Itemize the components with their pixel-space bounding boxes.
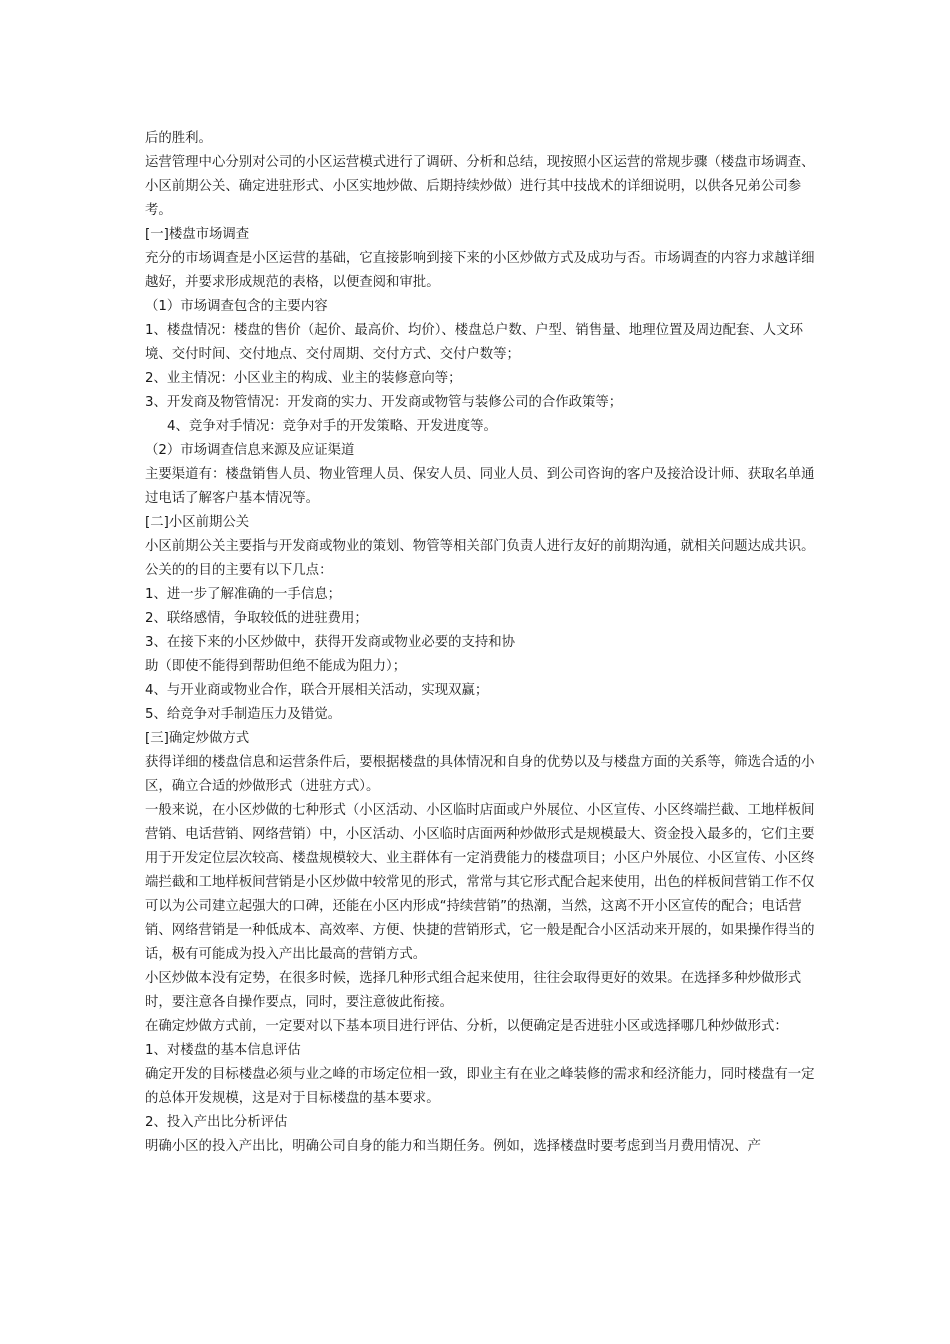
list-item-competitor-info: 4、竞争对手情况：竞争对手的开发策略、开发进度等。 xyxy=(167,419,497,434)
paragraph-promotion-method: 获得详细的楼盘信息和运营条件后，要根据楼盘的具体情况和自身的优势以及与楼盘方面的关系等，筛选合适的小区，确立合适的炒做形式（进驻方式）。 xyxy=(145,755,815,794)
paragraph-combination: 小区炒做本没有定势，在很多时候，选择几种形式组合起来使用，往往会取得更好的效果。在选择多种炒做形式时，要注意各自操作要点，同时，要注意彼此衔接。 xyxy=(145,971,802,1010)
document-body xyxy=(145,127,815,1159)
subheading-survey-sources: （2）市场调查信息来源及应证渠道 xyxy=(145,443,355,458)
paragraph-survey-sources: 主要渠道有：楼盘销售人员、物业管理人员、保安人员、同业人员、到公司咨询的客户及接洽设计师、获取名单通过电话了解客户基本情况等。 xyxy=(145,467,815,506)
paragraph-seven-forms: 一般来说，在小区炒做的七种形式（小区活动、小区临时店面或户外展位、小区宣传、小区终端拦截、工地样板间营销、电话营销、网络营销）中，小区活动、小区临时店面两种炒做形式是规模最大、资金投入最多的，它们主要用于开发定位层次较高、楼盘规模较大、业主群体有一定消费能力的楼盘项目；小区户外展位、小区宣传、小区终端拦截和工地样板间营销是小区炒做中较常见的形式，常常与其它形式配合起来使用，出色的样板间营销工作不仅可以为公司建立起强大的口碑，还能在小区内形成“持续营销”的热潮，当然，这离不开小区宣传的配合；电话营销、网络营销是一种低成本、高效率、方便、快捷的营销形式，它一般是配合小区活动来开展的，如果操作得当的话，极有可能成为投入产出比最高的营销方式。 xyxy=(145,803,815,962)
paragraph-public-relations: 小区前期公关主要指与开发商或物业的策划、物管等相关部门负责人进行友好的前期沟通，就相关问题达成共识。公关的的目的主要有以下几点： xyxy=(145,539,815,578)
section-heading-public-relations: [二]小区前期公关 xyxy=(145,515,250,530)
paragraph-intro: 运营管理中心分别对公司的小区运营模式进行了调研、分析和总结，现按照小区运营的常规步骤（楼盘市场调查、小区前期公关、确定进驻形式、小区实地炒做、后期持续炒做）进行其中技战术的详细说明，以供各兄弟公司参考。 xyxy=(145,155,815,218)
list-item-pr-goal-3: 3、在接下来的小区炒做中，获得开发商或物业必要的支持和协 xyxy=(145,635,516,650)
list-item-property-info: 1、楼盘情况：楼盘的售价（起价、最高价、均价）、楼盘总户数、户型、销售量、地理位置及周边配套、人文环境、交付时间、交付地点、交付周期、交付方式、交付户数等； xyxy=(145,323,803,362)
list-item-pr-goal-1: 1、进一步了解准确的一手信息； xyxy=(145,587,341,602)
paragraph-continuation: 后的胜利。 xyxy=(145,131,212,146)
list-item-developer-info: 3、开发商及物管情况：开发商的实力、开发商或物管与装修公司的合作政策等； xyxy=(145,395,623,410)
list-item-basic-info-eval: 1、对楼盘的基本信息评估 xyxy=(145,1043,301,1058)
subheading-survey-content: （1）市场调查包含的主要内容 xyxy=(145,299,328,314)
paragraph-roi-eval: 明确小区的投入产出比，明确公司自身的能力和当期任务。例如，选择楼盘时要考虑到当月费用情况、产 xyxy=(145,1139,761,1154)
section-heading-market-survey: [一]楼盘市场调查 xyxy=(145,227,250,242)
paragraph-basic-info-eval: 确定开发的目标楼盘必须与业之峰的市场定位相一致，即业主有在业之峰装修的需求和经济能力，同时楼盘有一定的总体开发规模，这是对于目标楼盘的基本要求。 xyxy=(145,1067,815,1106)
paragraph-market-survey: 充分的市场调查是小区运营的基础，它直接影响到接下来的小区炒做方式及成功与否。市场调查的内容力求越详细越好，并要求形成规范的表格，以便查阅和审批。 xyxy=(145,251,815,290)
list-item-pr-goal-5: 5、给竞争对手制造压力及错觉。 xyxy=(145,707,341,722)
paragraph-evaluation: 在确定炒做方式前，一定要对以下基本项目进行评估、分析，以便确定是否进驻小区或选择哪几种炒做形式： xyxy=(145,1019,788,1034)
list-item-pr-goal-3-cont: 助（即使不能得到帮助但绝不能成为阻力）； xyxy=(145,659,407,674)
list-item-pr-goal-2: 2、联络感情，争取较低的进驻费用； xyxy=(145,611,368,626)
list-item-pr-goal-4: 4、与开业商或物业合作，联合开展相关活动，实现双赢； xyxy=(145,683,489,698)
section-heading-promotion-method: [三]确定炒做方式 xyxy=(145,731,250,746)
list-item-owner-info: 2、业主情况：小区业主的构成、业主的装修意向等； xyxy=(145,371,462,386)
list-item-roi-eval: 2、投入产出比分析评估 xyxy=(145,1115,288,1130)
